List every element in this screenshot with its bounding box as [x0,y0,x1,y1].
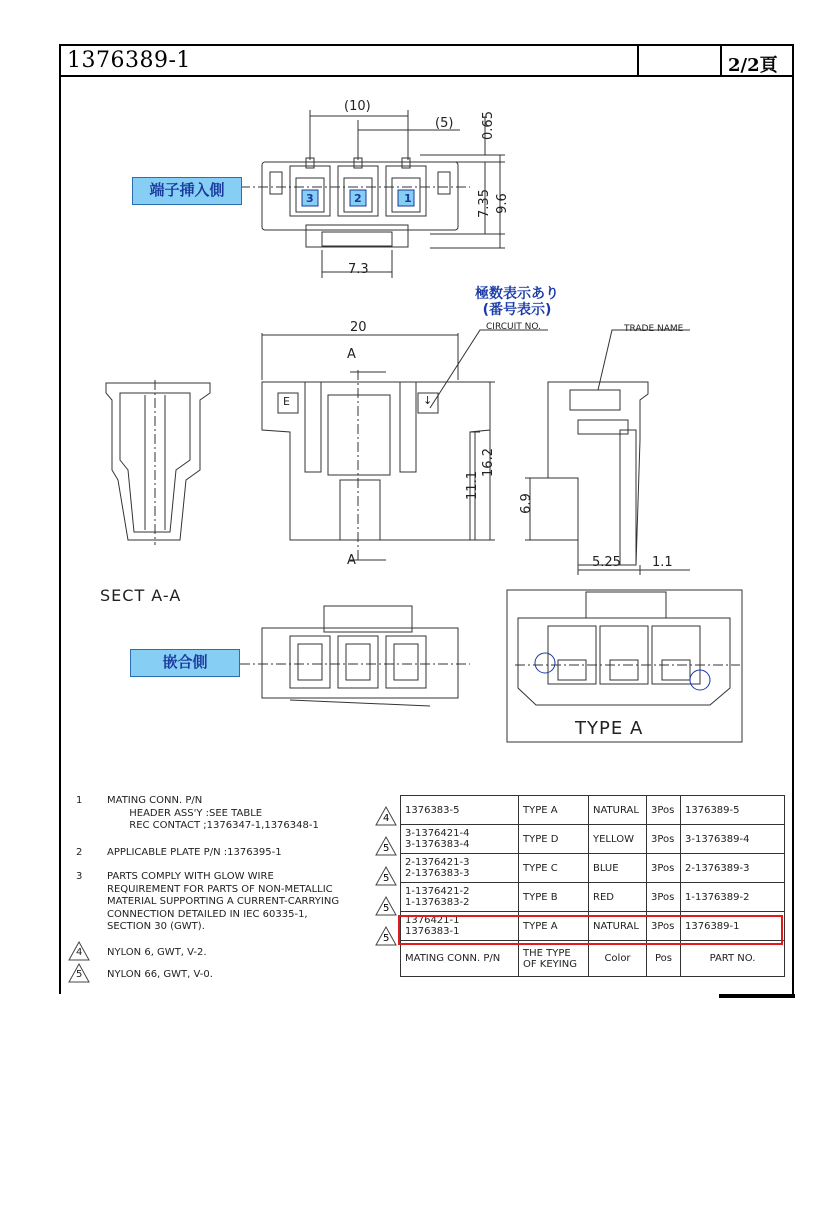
note-text: NYLON 66, GWT, V-0. [107,969,213,980]
dim-20: 20 [350,320,367,335]
section-view [106,380,210,545]
circuit-mark-e: E [283,395,290,408]
dim-6-9: 6.9 [518,493,534,514]
dim-10: (10) [344,99,371,114]
front-view [262,330,548,560]
pole-number-note [462,286,572,318]
section-marker-bottom: A [347,553,356,568]
pos-cell: 3Pos [647,883,681,912]
row-mark-number: 5 [383,843,390,854]
row-mark [375,835,397,857]
note-text: NYLON 6, GWT, V-2. [107,947,207,958]
highlighted-row-outline [398,915,783,945]
table-row [401,883,785,912]
pos-cell: 3Pos [647,796,681,825]
mating-pn: 1376383-5 [405,804,460,816]
color-cell: NATURAL [589,912,647,941]
mating-pn: 3-1376421-4 [405,828,470,839]
pole-note-line1: 極数表示あり [475,286,559,302]
table-row [401,825,785,854]
page-number: 2/2頁 [728,55,778,76]
note-number: 4 [76,947,83,958]
note-number: 3 [76,871,83,882]
type-cell: TYPE D [519,825,589,854]
mating-cell [401,796,519,825]
dim-7-3: 7.3 [348,262,369,277]
note-text: MATING CONN. P/N HEADER ASS'Y :SEE TABLE REC CONTACT ;1376347-1,1376348-1 [107,795,319,831]
header-type [519,941,589,977]
row-mark-number: 5 [383,933,390,944]
type-cell: TYPE C [519,854,589,883]
row-mark [375,865,397,887]
pos-cell: 3Pos [647,854,681,883]
pin-3-number: 3 [306,192,314,205]
row-mark [375,925,397,947]
pos-cell: 3Pos [647,912,681,941]
dim-1-1: 1.1 [652,555,673,570]
dim-9-6: 9.6 [494,193,510,214]
pos-cell: 3Pos [647,825,681,854]
note-number: 5 [76,969,83,980]
type-cell: TYPE B [519,883,589,912]
type-cell: TYPE A [519,796,589,825]
insertion-side-label: 端子挿入側 [132,177,242,205]
dim-11-1: 11.1 [464,471,480,500]
mating-pn: 1376383-1 [405,926,460,937]
mating-side-label: 嵌合側 [130,649,240,677]
mating-cell [401,854,519,883]
dim-5: (5) [435,116,454,131]
header-type-line: OF KEYING [523,958,577,970]
circuit-no-label: CIRCUIT NO. [486,322,541,332]
part-cell: 1376389-5 [681,796,785,825]
row-mark-number: 5 [383,903,390,914]
part-cell: 3-1376389-4 [681,825,785,854]
side-view [525,330,690,575]
color-cell: YELLOW [589,825,647,854]
mating-pn: 1-1376383-2 [405,897,470,908]
mating-pn: 1-1376421-2 [405,886,470,897]
table-header-row [401,941,785,977]
table-row [401,796,785,825]
part-number: 1376389-1 [67,48,191,73]
parts-table [400,795,785,977]
mating-pn: 2-1376383-3 [405,868,470,879]
dim-7-35: 7.35 [476,189,492,218]
part-cell: 2-1376389-3 [681,854,785,883]
dim-0-65: 0.65 [480,111,496,140]
top-view [240,110,505,278]
color-cell: BLUE [589,854,647,883]
row-mark-number: 4 [383,813,390,824]
section-label: SECT A-A [100,586,182,605]
mating-pn: 1376421-1 [405,915,460,926]
type-a-label: TYPE A [575,718,644,739]
section-marker-top: A [347,347,356,362]
dim-5-25: 5.25 [592,555,621,570]
trade-name-label: TRADE NAME [624,324,684,334]
note-text: PARTS COMPLY WITH GLOW WIRE REQUIREMENT FOR PARTS OF NON-METALLIC MATERIAL SUPPORTING A CURRENT-CARRYING CONNECTION DETAILED IN IEC 60335-1, SECTION 30 (GWT). [107,871,340,932]
header-part: PART NO. [681,941,785,977]
row-mark [375,895,397,917]
pin-1-number: 1 [404,192,412,205]
mating-cell [401,825,519,854]
color-cell: NATURAL [589,796,647,825]
circuit-mark-arrow: ↓ [423,394,433,407]
row-mark-number: 5 [383,873,390,884]
header-type-line: THE TYPE [523,947,571,959]
dim-16-2: 16.2 [480,448,496,477]
mating-view [240,606,470,706]
table-row [401,854,785,883]
type-cell: TYPE A [519,912,589,941]
header-pos: Pos [647,941,681,977]
note-number: 1 [76,795,83,806]
mating-cell [401,883,519,912]
row-mark [375,805,397,827]
pole-note-line2: (番号表示) [482,302,552,318]
note-number: 2 [76,847,83,858]
mating-pn: 3-1376383-4 [405,839,470,850]
pin-2-number: 2 [354,192,362,205]
note-text: APPLICABLE PLATE P/N :1376395-1 [107,847,282,858]
mating-pn: 2-1376421-3 [405,857,470,868]
part-cell: 1376389-1 [681,912,785,941]
header-color: Color [589,941,647,977]
header-mating: MATING CONN. P/N [401,941,519,977]
color-cell: RED [589,883,647,912]
part-cell: 1-1376389-2 [681,883,785,912]
